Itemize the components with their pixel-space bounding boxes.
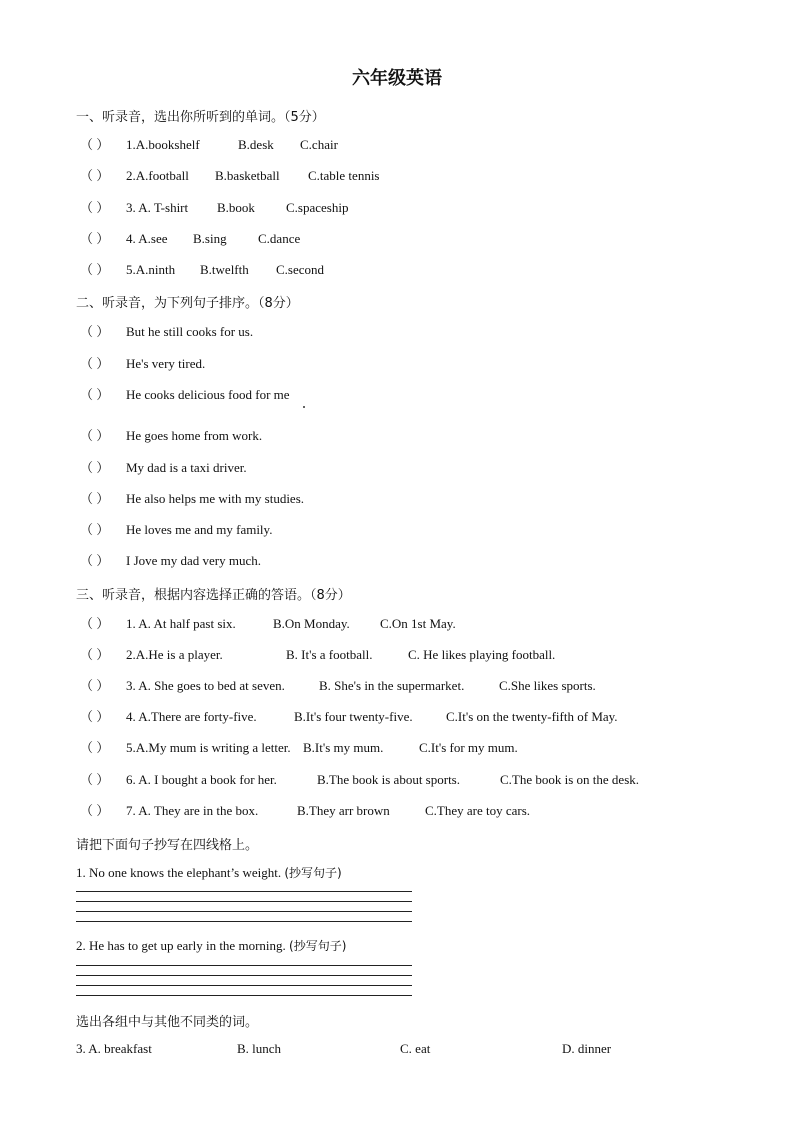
- question-row: [80, 167, 380, 185]
- four-line-grid: [76, 891, 412, 921]
- option-a: 6. A. I bought a book for her.: [126, 772, 277, 787]
- option-b: B.sing: [193, 231, 227, 246]
- answer-blank: （ ）: [80, 231, 110, 246]
- answer-blank: （ ）: [80, 491, 110, 506]
- option-c: C.chair: [300, 137, 338, 152]
- sentence-text: He goes home from work.: [126, 428, 263, 443]
- answer-blank: （ ）: [80, 137, 110, 152]
- option-b: B.twelfth: [200, 262, 249, 277]
- answer-blank: （ ）: [80, 616, 110, 631]
- option-a: 3. A. breakfast: [76, 1041, 152, 1056]
- option-b: B.It's my mum.: [303, 740, 384, 755]
- question-row: [80, 199, 348, 217]
- option-c: C.It's for my mum.: [419, 740, 518, 755]
- question-row: [80, 677, 596, 695]
- section2-heading: 二、听录音，为下列句子排序。（8分）: [76, 296, 299, 311]
- option-a: 2.A.He is a player.: [126, 647, 223, 662]
- answer-blank: （ ）: [80, 522, 110, 537]
- option-c: C.On 1st May.: [380, 616, 456, 631]
- sentence-row: [80, 490, 304, 508]
- sentence-row: [80, 355, 205, 373]
- question-row: [80, 646, 555, 664]
- answer-blank: （ ）: [80, 356, 110, 371]
- question-row: [80, 771, 639, 789]
- option-c: C.It's on the twenty-fifth of May.: [446, 709, 618, 724]
- answer-blank: （ ）: [80, 740, 110, 755]
- page-title: 六年级英语: [352, 68, 442, 89]
- sentence-row: [80, 323, 253, 341]
- sentence-text: 2. He has to get up early in the morning.: [76, 938, 286, 953]
- copy-sentence-2: [76, 937, 346, 954]
- answer-blank: （ ）: [80, 460, 110, 475]
- question-row: [80, 136, 338, 154]
- answer-blank: （ ）: [80, 772, 110, 787]
- question-row: [80, 261, 324, 279]
- answer-blank: （ ）: [80, 428, 110, 443]
- answer-blank: （ ）: [80, 168, 110, 183]
- question-row: [80, 739, 518, 757]
- option-c: C.They are toy cars.: [425, 803, 531, 818]
- question-row: [80, 615, 456, 633]
- option-c: C. He likes playing football.: [408, 647, 556, 662]
- option-a: 3. A. T-shirt: [126, 200, 189, 215]
- answer-blank: （ ）: [80, 387, 110, 402]
- question-row: [80, 708, 618, 726]
- copy-sentence-1: [76, 864, 342, 881]
- option-c: C. eat: [400, 1041, 431, 1056]
- option-c: C.dance: [258, 231, 301, 246]
- odd-question-row: [76, 1041, 676, 1059]
- answer-blank: （ ）: [80, 647, 110, 662]
- option-b: B. It's a football.: [286, 647, 373, 662]
- option-a: 7. A. They are in the box.: [126, 803, 259, 818]
- option-c: C.The book is on the desk.: [500, 772, 640, 787]
- option-a: 1. A. At half past six.: [126, 616, 236, 631]
- sentence-row: [80, 427, 262, 445]
- option-b: B.book: [217, 200, 255, 215]
- sentence-text: He cooks delicious food for me: [126, 387, 290, 402]
- copy-instruction: 请把下面句子抄写在四线格上。: [76, 838, 259, 853]
- option-a: 1.A.bookshelf: [126, 137, 200, 152]
- option-b: B.The book is about sports.: [317, 772, 460, 787]
- option-c: C.second: [276, 262, 325, 277]
- answer-blank: （ ）: [80, 324, 110, 339]
- option-a: 5.A.ninth: [126, 262, 176, 277]
- sentence-row: [80, 459, 247, 477]
- option-a: 5.A.My mum is writing a letter.: [126, 740, 291, 755]
- sentence-text: I Jove my dad very much.: [126, 553, 262, 568]
- copy-note: (抄写句子): [289, 939, 347, 953]
- copy-note: (抄写句子): [284, 866, 342, 880]
- option-b: B. She's in the supermarket.: [319, 678, 465, 693]
- sentence-text: He loves me and my family.: [126, 522, 273, 537]
- option-c: C.She likes sports.: [499, 678, 596, 693]
- answer-blank: （ ）: [80, 553, 110, 568]
- question-row: [80, 230, 300, 248]
- sentence-text: He also helps me with my studies.: [126, 491, 305, 506]
- option-b: B.On Monday.: [273, 616, 350, 631]
- section3-heading: 三、听录音，根据内容选择正确的答语。（8分）: [76, 588, 351, 603]
- option-b: B.It's four twenty-five.: [294, 709, 413, 724]
- answer-blank: （ ）: [80, 200, 110, 215]
- option-c: C.spaceship: [286, 200, 349, 215]
- option-a: 4. A.see: [126, 231, 168, 246]
- sentence-row: [80, 521, 272, 539]
- option-b: B.desk: [238, 137, 274, 152]
- sentence-text: He's very tired.: [126, 356, 206, 371]
- option-c: C.table tennis: [308, 168, 380, 183]
- option-b: B.basketball: [215, 168, 280, 183]
- option-a: 3. A. She goes to bed at seven.: [126, 678, 285, 693]
- stray-mark: [303, 406, 305, 408]
- option-a: 2.A.football: [126, 168, 189, 183]
- answer-blank: （ ）: [80, 262, 110, 277]
- section1-heading: 一、听录音，选出你所听到的单词。（5分）: [76, 110, 325, 125]
- option-a: 4. A.There are forty-five.: [126, 709, 257, 724]
- answer-blank: （ ）: [80, 803, 110, 818]
- answer-blank: （ ）: [80, 709, 110, 724]
- answer-blank: （ ）: [80, 678, 110, 693]
- option-b: B.They arr brown: [297, 803, 390, 818]
- option-d: D. dinner: [562, 1041, 612, 1056]
- four-line-grid: [76, 965, 412, 995]
- sentence-text: My dad is a taxi driver.: [126, 460, 247, 475]
- option-b: B. lunch: [237, 1041, 282, 1056]
- question-row: [80, 802, 530, 820]
- sentence-text: 1. No one knows the elephant’s weight.: [76, 865, 282, 880]
- sentence-row: [80, 552, 261, 570]
- sentence-text: But he still cooks for us.: [126, 324, 254, 339]
- sentence-row: [80, 386, 290, 404]
- odd-instruction: 选出各组中与其他不同类的词。: [76, 1015, 259, 1030]
